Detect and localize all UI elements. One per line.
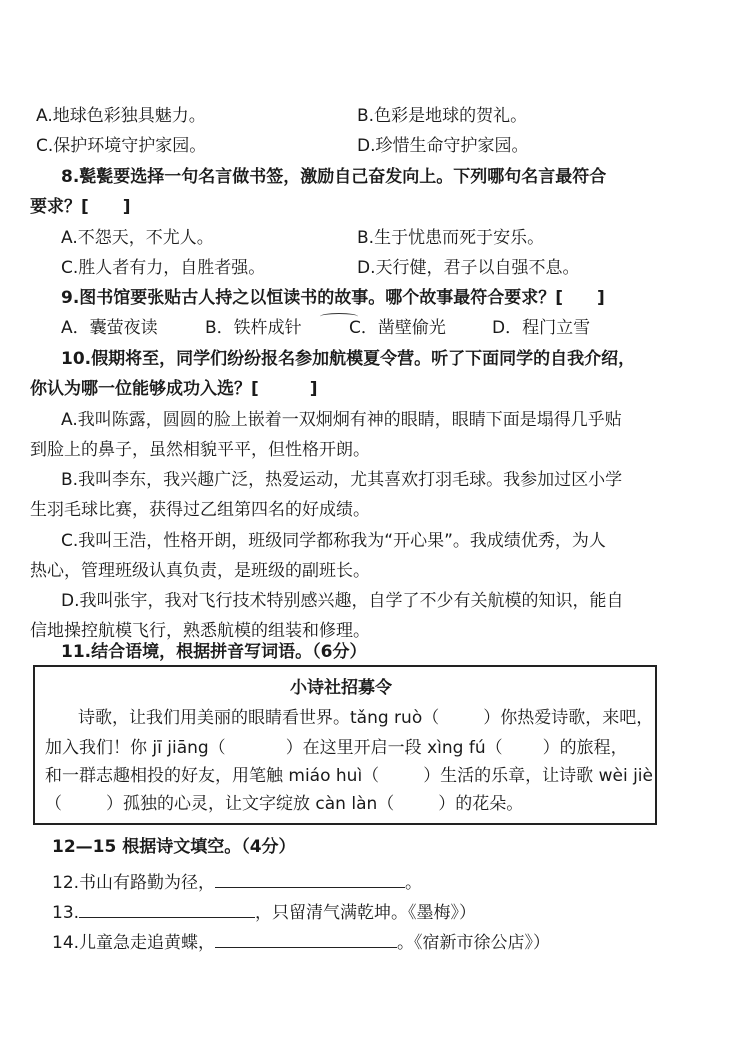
q7-option-c: C.保护环境守护家园。 [36,136,207,156]
q14-line [52,929,550,955]
q9-option-d: D．程门立雪 [492,318,591,338]
notice-line2-text-a: 加入我们！你 jī jiāng（ [45,738,226,758]
notice-line1-text-a: 诗歌，让我们用美丽的眼睛看世界。tǎng ruò（ [78,708,440,728]
q10-option-a-line1: A.我叫陈露，圆圆的脸上嵌着一双炯炯有神的眼睛，眼睛下面是塌得几乎贴 [61,410,622,430]
q9-option-a: A．囊萤夜读 [61,318,158,338]
q8-option-c: C.胜人者有力，自胜者强。 [61,258,266,278]
q8-option-d: D.天行健，君子以自强不息。 [357,258,580,278]
q7-option-a: A.地球色彩独具魅力。 [36,106,206,126]
q7-option-d: D.珍惜生命守护家园。 [357,136,529,156]
notice-line2-text-c: ）的旅程， [542,738,628,758]
q12-line [52,869,422,895]
q10-option-b-line1: B.我叫李东，我兴趣广泛，热爱运动，尤其喜欢打羽毛球。我参加过区小学 [61,470,623,490]
q13-line [52,899,476,925]
q8-stem-line1: 8.甏甏要选择一句名言做书签，激励自己奋发向上。下列哪句名言最符合 [61,167,607,187]
q14-text: 14.儿童急走追黄蝶， [52,933,216,953]
notice-line3-text-b: ）生活的乐章，让诗歌 wèi jiè [423,766,653,786]
q14-source: 。《宿新市徐公店》） [397,933,551,953]
q9-stem: 9.图书馆要张贴古人持之以恒读书的故事。哪个故事最符合要求？[ ] [61,288,605,308]
q7-option-b: B.色彩是地球的贺礼。 [357,106,528,126]
q11-stem: 11.结合语境，根据拼音写词语。（6分） [61,642,367,662]
notice-line4-text-a: （ [45,794,62,814]
q12-answer-blank[interactable] [215,869,405,888]
q10-option-b-line2: 生羽毛球比赛，获得过乙组第四名的好成绩。 [30,500,370,520]
q10-stem-line1: 10.假期将至，同学们纷纷报名参加航模夏令营。听了下面同学的自我介绍， [61,349,636,369]
notice-line1-text-b: ）你热爱诗歌，来吧， [483,708,654,728]
q10-option-d-line1: D.我叫张宇，我对飞行技术特别感兴趣，自学了不少有关航模的知识，能自 [61,591,624,611]
notice-line4-text-c: ）的花朵。 [438,794,524,814]
notice-line2 [45,736,628,760]
notice-line4-text-b: ）孤独的心灵，让文字绽放 càn làn（ [106,794,395,814]
q13-answer-blank[interactable] [79,899,255,918]
q8-option-a: A.不怨天，不尤人。 [61,228,214,248]
q10-stem-line2: 你认为哪一位能够成功入选？[ ] [30,379,318,399]
q13-text: ，只留清气满乾坤。《墨梅》） [255,903,477,923]
q10-option-c-line1: C.我叫王浩，性格开朗，班级同学都称我为“开心果”。我成绩优秀，为人 [61,531,606,551]
q12-end: 。 [405,873,423,893]
notice-title: 小诗社招募令 [290,678,392,698]
q13-number: 13. [52,903,80,923]
notice-line1 [78,706,653,730]
q9-option-b: B．铁杵成针 [205,318,302,338]
q8-stem-line2: 要求？[ ] [30,197,131,217]
notice-line2-text-b: ）在这里开启一段 xìng fú（ [285,738,503,758]
q8-option-b: B.生于忧患而死于安乐。 [357,228,545,248]
q9-option-c: C．凿壁偷光 [349,318,446,338]
q12-15-heading: 12—15 根据诗文填空。（4分） [52,837,296,857]
q10-option-a-line2: 到脸上的鼻子，虽然相貌平平，但性格开朗。 [30,440,370,460]
q10-option-c-line2: 热心，管理班级认真负责，是班级的副班长。 [30,561,370,581]
notice-line3-text-a: 和一群志趣相投的好友，用笔触 miáo huì（ [45,766,380,786]
q10-option-d-line2: 信地操控航模飞行，熟悉航模的组装和修理。 [30,621,370,641]
notice-line4 [45,792,523,816]
q14-answer-blank[interactable] [215,929,397,948]
q12-text: 12.书山有路勤为径， [52,873,216,893]
notice-line3 [45,764,653,788]
